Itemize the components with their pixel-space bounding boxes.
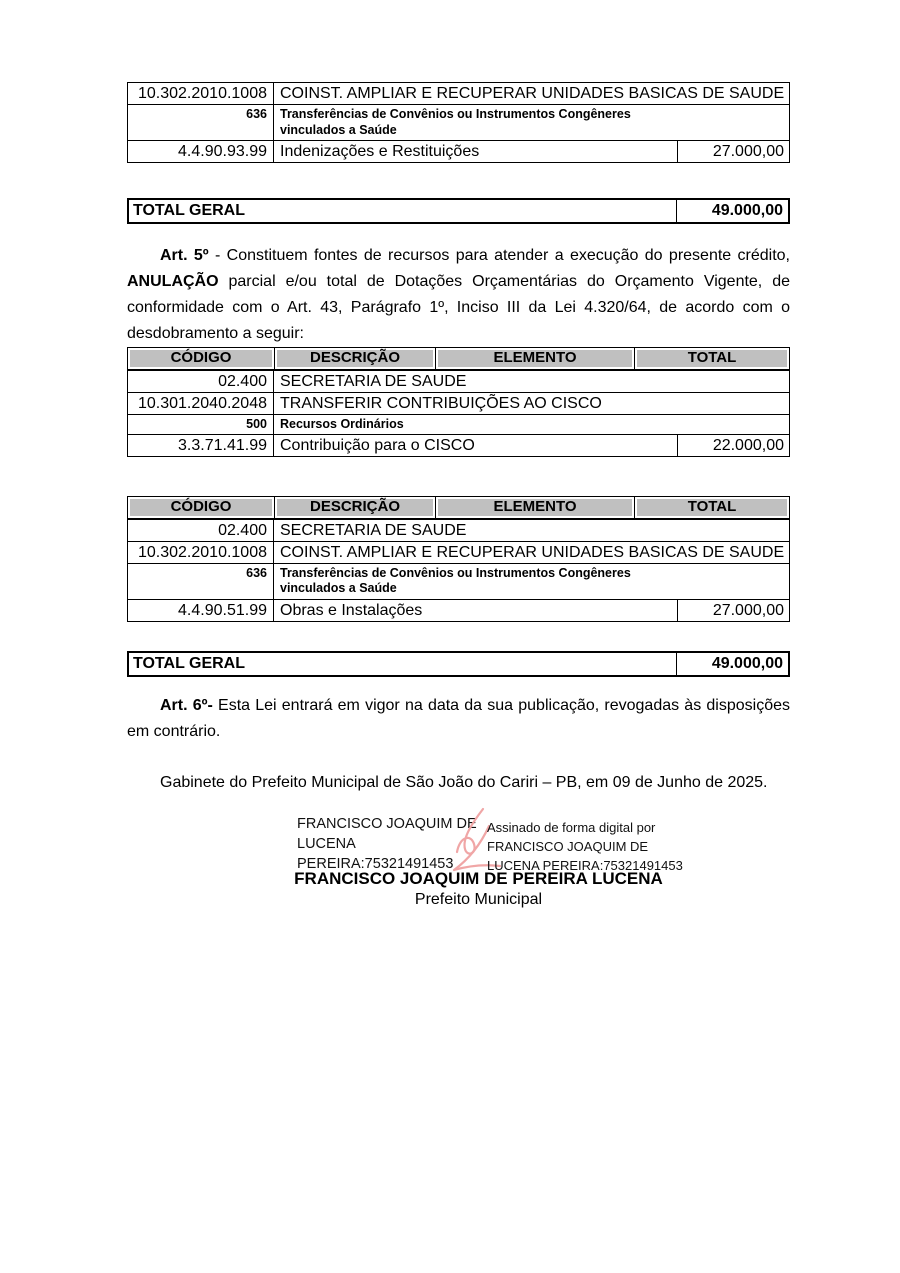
code-cell: 4.4.90.51.99: [128, 600, 274, 621]
article-6-text: Esta Lei entrará em vigor na data da sua publicação, revogadas às disposições em contrário.: [127, 697, 791, 740]
code-cell: 02.400: [128, 371, 274, 392]
table-row: [128, 104, 789, 140]
description-cell: COINST. AMPLIAR E RECUPERAR UNIDADES BASICAS DE SAUDE: [280, 543, 785, 561]
digital-signature-name-line: LUCENA: [297, 836, 356, 852]
total-geral-box: [127, 651, 790, 677]
budget-table-1: [127, 347, 790, 457]
table-header-row: [128, 497, 789, 520]
description-cell: Transferências de Convênios ou Instrumentos Congêneres vinculados a Saúde: [280, 565, 631, 595]
table-row: [128, 414, 789, 435]
table-row: [128, 140, 789, 162]
header-cell-codigo: CÓDIGO: [128, 348, 274, 369]
description-cell: SECRETARIA DE SAUDE: [280, 372, 467, 390]
description-cell: Contribuição para o CISCO: [280, 437, 475, 454]
article-6-paragraph: [127, 693, 790, 745]
table-row: [128, 83, 789, 104]
total-geral-value: 49.000,00: [676, 653, 788, 675]
total-cell: 27.000,00: [677, 141, 789, 162]
article-5-emphasis: ANULAÇÃO: [127, 273, 219, 290]
header-cell-elemento: ELEMENTO: [435, 497, 634, 518]
code-cell: 636: [128, 564, 274, 599]
code-cell: 10.302.2010.1008: [128, 83, 274, 104]
signature-block: [0, 814, 900, 924]
code-cell: 500: [128, 415, 274, 435]
code-cell: 636: [128, 105, 274, 140]
description-cell: Transferências de Convênios ou Instrumentos Congêneres vinculados a Saúde: [280, 107, 631, 137]
digital-signature-info-line: FRANCISCO JOAQUIM DE: [487, 839, 649, 854]
header-cell-total: TOTAL: [634, 348, 789, 369]
code-cell: 10.302.2010.1008: [128, 542, 274, 563]
total-geral-label: TOTAL GERAL: [133, 202, 245, 219]
code-cell: 10.301.2040.2048: [128, 393, 274, 414]
table-row: [128, 371, 789, 392]
code-cell: 02.400: [128, 520, 274, 541]
total-geral-value: 49.000,00: [676, 200, 788, 222]
table-header-row: [128, 348, 789, 371]
table-row: [128, 541, 789, 563]
code-cell: 3.3.71.41.99: [128, 435, 274, 456]
article-5-text2: parcial e/ou total de Dotações Orçamentárias do Orçamento Vigente, de conformidade com o Art. 43, Parágrafo 1º, Inciso III da Lei 4.320/64, de acordo com o desdobramento a seguir:: [127, 273, 790, 342]
digital-signature-info-line: Assinado de forma digital por: [487, 820, 656, 835]
total-cell: 22.000,00: [677, 435, 789, 456]
continuation-table: [127, 82, 790, 163]
table-row: [128, 392, 789, 414]
header-cell-descricao: DESCRIÇÃO: [274, 497, 435, 518]
article-6-lead: Art. 6º-: [160, 697, 213, 714]
description-cell: Indenizações e Restituições: [280, 143, 480, 160]
description-cell: COINST. AMPLIAR E RECUPERAR UNIDADES BASICAS DE SAUDE: [280, 85, 785, 102]
code-cell: 4.4.90.93.99: [128, 141, 274, 162]
total-cell: 27.000,00: [677, 600, 789, 621]
table-row: [128, 563, 789, 599]
description-cell: SECRETARIA DE SAUDE: [280, 521, 467, 539]
total-geral-box: [127, 198, 790, 224]
table-row: [128, 520, 789, 541]
budget-table-2: [127, 496, 790, 622]
digital-signature-info: [487, 818, 687, 875]
signer-title: Prefeito Municipal: [414, 891, 543, 908]
article-5-lead: Art. 5º: [160, 247, 209, 264]
closing-text: Gabinete do Prefeito Municipal de São João do Cariri – PB, em 09 de Junho de 2025.: [160, 774, 768, 791]
header-cell-elemento: ELEMENTO: [435, 348, 634, 369]
header-cell-descricao: DESCRIÇÃO: [274, 348, 435, 369]
table-row: [128, 434, 789, 456]
description-cell: Obras e Instalações: [280, 601, 423, 619]
closing-paragraph: [127, 770, 790, 796]
table-row: [128, 599, 789, 621]
total-geral-label: TOTAL GERAL: [133, 655, 245, 672]
header-cell-total: TOTAL: [634, 497, 789, 518]
description-cell: TRANSFERIR CONTRIBUIÇÕES AO CISCO: [280, 394, 602, 412]
digital-signature-name-line: FRANCISCO JOAQUIM DE: [297, 816, 477, 832]
signer-full-name: FRANCISCO JOAQUIM DE PEREIRA LUCENA: [294, 869, 663, 888]
header-cell-codigo: CÓDIGO: [128, 497, 274, 518]
article-5-text1: - Constituem fontes de recursos para atender a execução do presente crédito,: [208, 247, 790, 264]
description-cell: Recursos Ordinários: [280, 416, 404, 431]
article-5-paragraph: [127, 243, 790, 347]
digital-signature-info-line: LUCENA PEREIRA:75321491453: [487, 858, 683, 873]
digital-signature-name-line: PEREIRA:75321491453: [297, 856, 454, 872]
